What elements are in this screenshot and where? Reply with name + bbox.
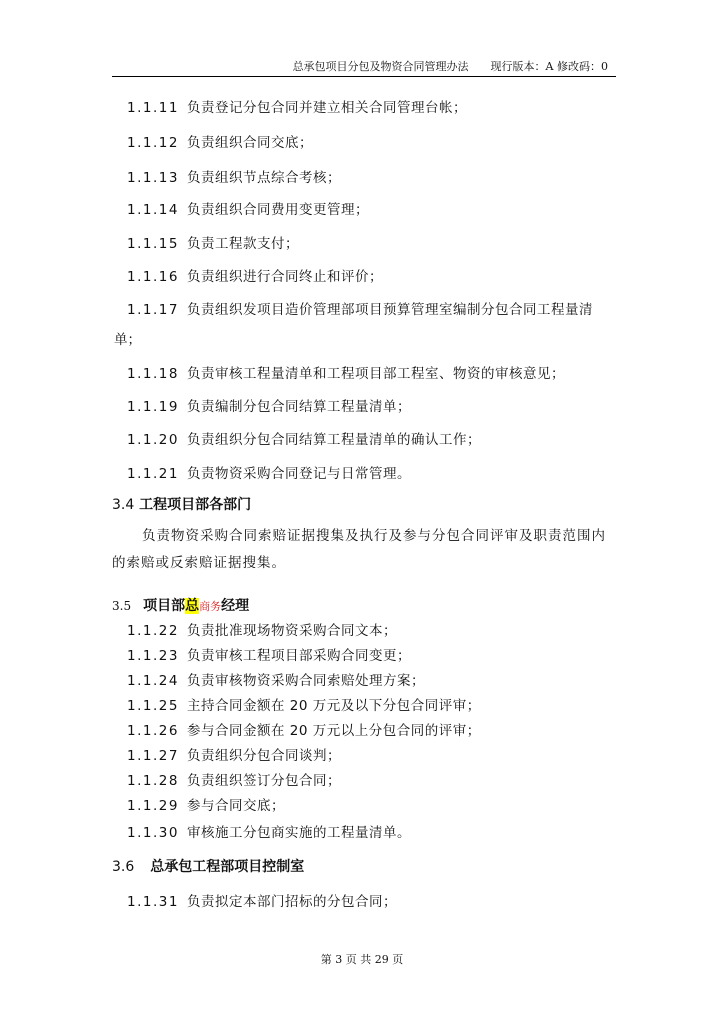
item-text: 参与合同金额在 20 万元以上分包合同的评审； — [187, 723, 481, 739]
list-item — [127, 744, 617, 764]
list-item — [127, 821, 617, 841]
list-item — [127, 619, 617, 639]
list-item — [127, 769, 617, 789]
item-number: 1.1.30 — [127, 825, 179, 841]
section-title-end: 经理 — [221, 598, 250, 614]
item-text: 负责组织分包合同谈判； — [187, 748, 341, 764]
list-item — [127, 462, 617, 482]
list-item — [127, 694, 617, 714]
list-item — [127, 362, 617, 382]
list-item — [127, 96, 617, 116]
list-item — [127, 719, 617, 739]
list-item — [127, 428, 617, 448]
item-text: 负责物资采购合同登记与日常管理。 — [187, 466, 411, 482]
item-number: 1.1.21 — [127, 466, 179, 482]
section-heading — [112, 856, 304, 876]
list-item — [127, 794, 617, 814]
item-number: 1.1.31 — [127, 894, 179, 910]
list-item — [127, 298, 617, 318]
item-text: 负责组织合同费用变更管理； — [187, 202, 369, 218]
item-text: 主持合同金额在 20 万元及以下分包合同评审； — [187, 698, 481, 714]
item-text: 负责组织签订分包合同； — [187, 773, 341, 789]
section-number: 3.5 — [112, 599, 132, 613]
item-text: 负责登记分包合同并建立相关合同管理台帐； — [187, 100, 467, 116]
list-item — [127, 198, 617, 218]
item-text: 负责工程款支付； — [187, 236, 299, 252]
item-text: 负责组织发项目造价管理部项目预算管理室编制分包合同工程量清 — [187, 302, 593, 318]
item-text: 负责拟定本部门招标的分包合同； — [187, 894, 397, 910]
list-item — [127, 395, 617, 415]
item-text: 审核施工分包商实施的工程量清单。 — [187, 825, 411, 841]
page-header: 总承包项目分包及物资合同管理办法 现行版本：A 修改码：0 — [292, 60, 608, 73]
list-item — [127, 890, 617, 910]
item-number: 1.1.14 — [127, 202, 179, 218]
section-paragraph: 负责物资采购合同索赔证据搜集及执行及参与分包合同评审及职责范围内的索赔或反索赔证据搜集。 — [112, 528, 606, 571]
section-title: 工程项目部各部门 — [139, 497, 252, 513]
page-footer: 第 3 页 共 29 页 — [320, 953, 404, 966]
item-text: 负责审核物资采购合同索赔处理方案； — [187, 673, 425, 689]
item-number: 1.1.24 — [127, 673, 179, 689]
item-number: 1.1.23 — [127, 648, 179, 664]
item-number: 1.1.22 — [127, 623, 179, 639]
item-number: 1.1.28 — [127, 773, 179, 789]
item-number: 1.1.26 — [127, 723, 179, 739]
item-text: 负责组织合同交底； — [187, 135, 313, 151]
list-item — [127, 131, 617, 151]
list-item — [127, 166, 617, 186]
item-text-continuation: 单； — [114, 332, 141, 348]
section-heading — [112, 494, 251, 514]
item-number: 1.1.27 — [127, 748, 179, 764]
list-item — [127, 232, 617, 252]
section-title: 项目部 — [143, 598, 186, 614]
item-text: 负责审核工程项目部采购合同变更； — [187, 648, 411, 664]
item-number: 1.1.20 — [127, 432, 179, 448]
item-number: 1.1.11 — [127, 100, 179, 116]
item-number: 1.1.15 — [127, 236, 179, 252]
item-text: 参与合同交底； — [187, 798, 285, 814]
header-rule — [112, 76, 616, 77]
item-text: 负责批准现场物资采购合同文本； — [187, 623, 397, 639]
item-number: 1.1.16 — [127, 269, 179, 285]
item-number: 1.1.13 — [127, 170, 179, 186]
item-number: 1.1.18 — [127, 366, 179, 382]
section-number: 3.6 — [112, 859, 135, 875]
item-text: 负责编制分包合同结算工程量清单； — [187, 399, 411, 415]
list-item — [127, 644, 617, 664]
item-number: 1.1.25 — [127, 698, 179, 714]
item-text: 负责审核工程量清单和工程项目部工程室、物资的审核意见； — [187, 366, 565, 382]
item-text: 负责组织进行合同终止和评价； — [187, 269, 383, 285]
item-number: 1.1.29 — [127, 798, 179, 814]
section-number: 3.4 — [112, 497, 135, 513]
item-number: 1.1.19 — [127, 399, 179, 415]
list-item — [127, 265, 617, 285]
item-number: 1.1.17 — [127, 302, 179, 318]
highlighted-text: 总 — [185, 598, 200, 614]
inserted-revision-text: 商务 — [199, 600, 222, 613]
section-title: 总承包工程部项目控制室 — [150, 859, 305, 875]
item-text: 负责组织节点综合考核； — [187, 170, 341, 186]
list-item — [127, 669, 617, 689]
item-number: 1.1.12 — [127, 135, 179, 151]
section-heading — [112, 595, 249, 615]
item-text: 负责组织分包合同结算工程量清单的确认工作； — [187, 432, 481, 448]
